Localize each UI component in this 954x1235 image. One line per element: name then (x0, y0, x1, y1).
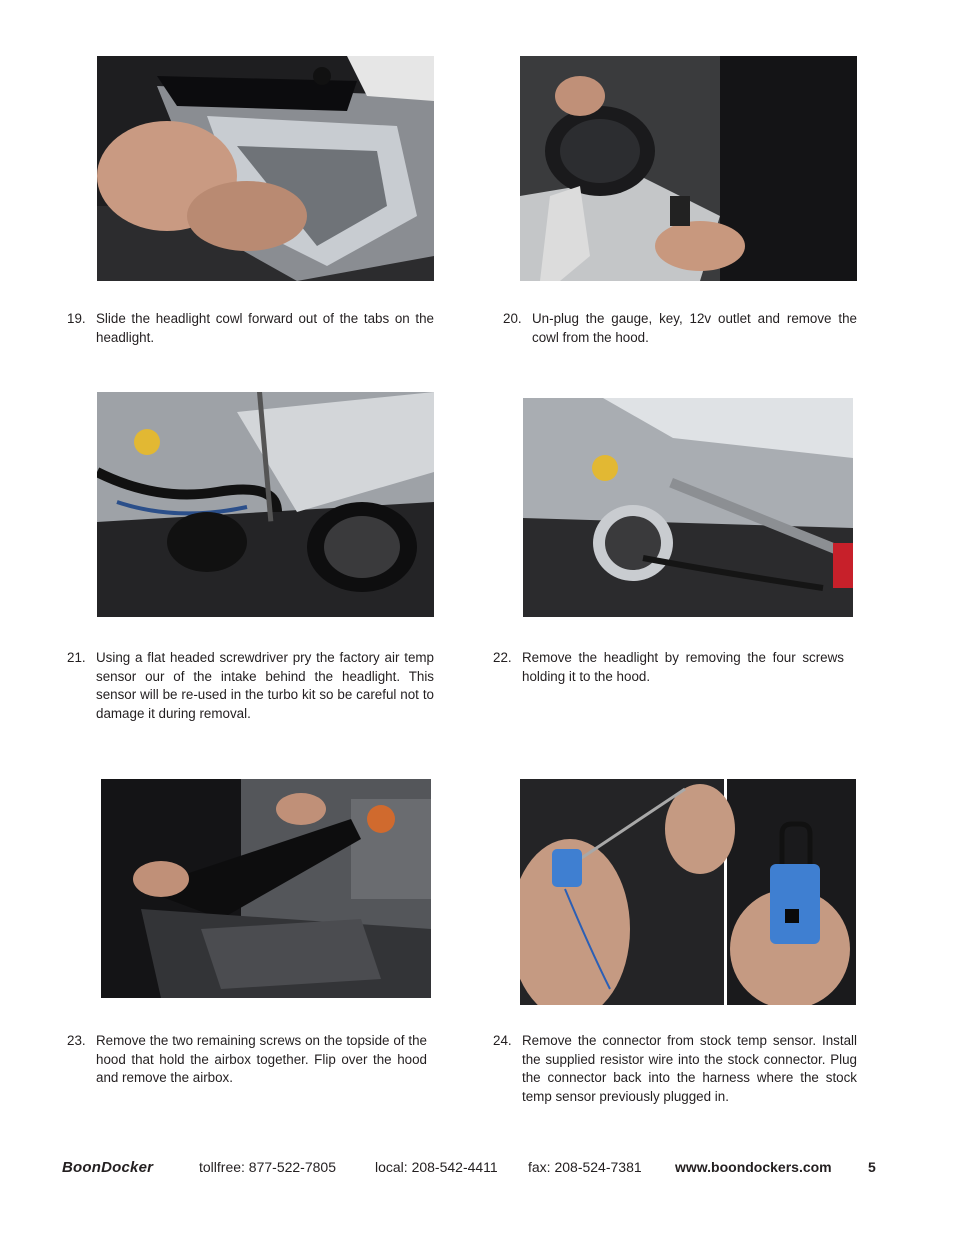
step-text: Slide the headlight cowl forward out of the tabs on the headlight. (96, 311, 434, 345)
photo-step-22 (523, 398, 853, 617)
local-number: local: 208-542-4411 (375, 1159, 498, 1175)
tollfree-number: tollfree: 877-522-7805 (199, 1159, 336, 1175)
step-text: Remove the two remaining screws on the topside of the hood that hold the airbox together. Flip over the hood and remove the airbox. (96, 1033, 427, 1086)
page-number: 5 (868, 1159, 876, 1175)
step-22 (493, 649, 844, 686)
website-link[interactable]: www.boondockers.com (675, 1159, 832, 1175)
step-number: 24. (493, 1033, 512, 1048)
photo-step-19 (97, 56, 434, 281)
photo-step-20 (520, 56, 857, 281)
step-number: 20. (503, 311, 522, 326)
step-21 (67, 649, 434, 723)
step-24 (493, 1032, 857, 1106)
photo-step-24 (520, 779, 856, 1005)
step-19 (67, 310, 434, 347)
page-footer (0, 1156, 954, 1180)
step-text: Remove the connector from stock temp sensor. Install the supplied resistor wire into the stock connector. Plug the connector back into the harness where the stock temp sensor previously plugged in. (522, 1033, 857, 1104)
step-number: 21. (67, 650, 86, 665)
photo-step-21 (97, 392, 434, 617)
step-text: Un-plug the gauge, key, 12v outlet and remove the cowl from the hood. (532, 311, 857, 345)
step-20 (503, 310, 857, 347)
step-number: 19. (67, 311, 86, 326)
step-text: Using a flat headed screwdriver pry the factory air temp sensor our of the intake behind the headlight. This sensor will be re-used in the turbo kit so be careful not to damage it during removal. (96, 650, 434, 721)
step-number: 22. (493, 650, 512, 665)
fax-number: fax: 208-524-7381 (528, 1159, 642, 1175)
brand-logo: BoonDocker (62, 1159, 154, 1176)
step-23 (67, 1032, 427, 1088)
step-number: 23. (67, 1033, 86, 1048)
photo-step-23 (101, 779, 431, 998)
step-text: Remove the headlight by removing the four screws holding it to the hood. (522, 650, 844, 684)
